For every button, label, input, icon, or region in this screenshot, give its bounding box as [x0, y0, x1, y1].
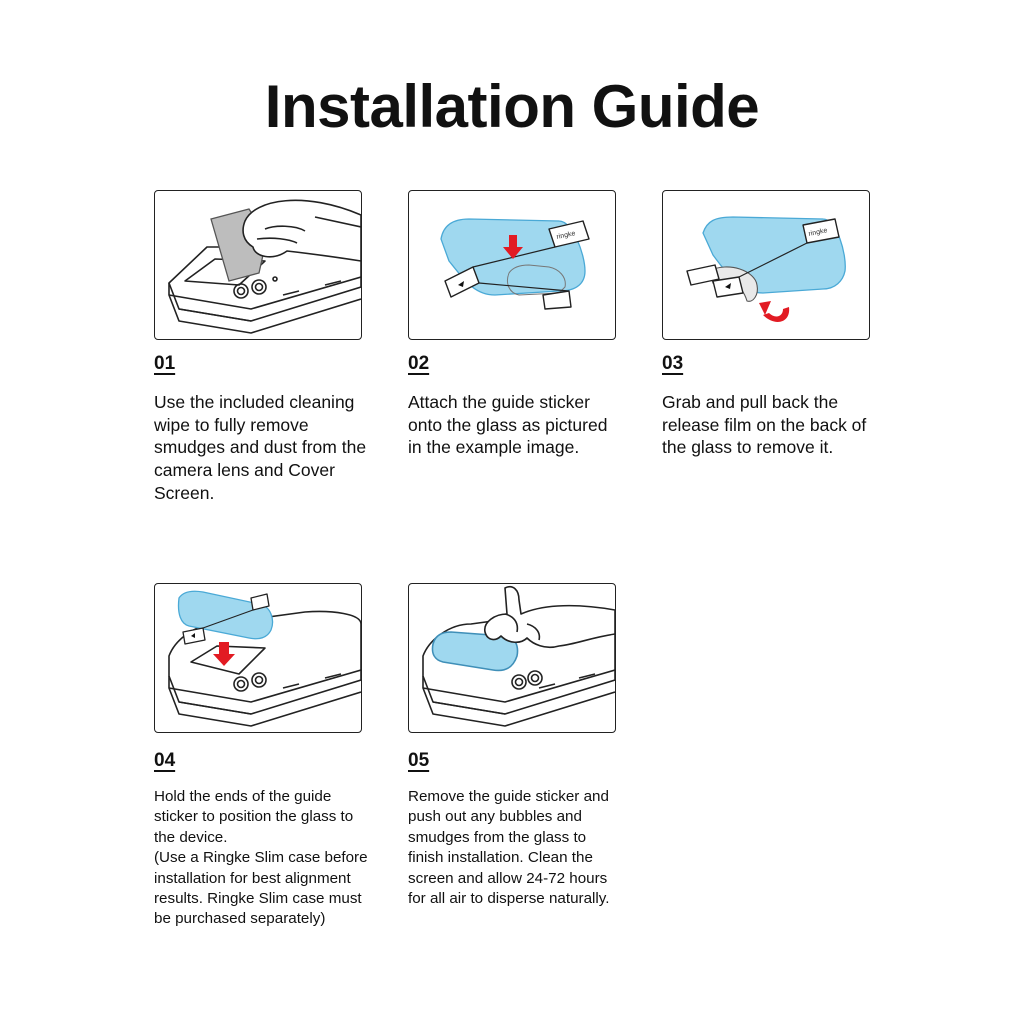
step-description: Use the included cleaning wipe to fully remove smudges and dust from the camera lens and Cover Screen. [154, 392, 367, 503]
step-number: 01 [154, 353, 176, 374]
align-glass-icon [155, 584, 361, 732]
step-description: Grab and pull back the release film on the back of the glass to remove it. [662, 392, 867, 458]
step-number: 05 [408, 750, 430, 771]
step-description: Hold the ends of the guide sticker to position the glass to the device. (Use a Ringke Slim case before installation for best alignment results. Ringke Slim case must be purchased separately) [154, 788, 368, 928]
step-number: 02 [408, 353, 430, 374]
guide-sticker-icon [409, 191, 615, 339]
sticker-brand-label: ringke [555, 230, 577, 241]
peel-film-icon [663, 191, 869, 339]
step-02-illustration [408, 190, 616, 340]
step-description: Remove the guide sticker and push out any bubbles and smudges from the glass to finish installation. Clean the screen and allow 24-72 hours for all air to disperse naturally. [408, 788, 610, 908]
step-03-illustration [662, 190, 870, 340]
step-description: Attach the guide sticker onto the glass as pictured in the example image. [408, 392, 608, 458]
sticker-brand-label: ringke [807, 227, 829, 238]
press-glass-icon [409, 584, 615, 732]
step-01-illustration [154, 190, 362, 340]
page-title: Installation Guide [264, 73, 760, 140]
phone-wipe-icon [155, 191, 361, 339]
step-number: 04 [154, 750, 176, 771]
step-04-illustration [154, 583, 362, 733]
step-05-illustration [408, 583, 616, 733]
step-number: 03 [662, 353, 684, 374]
